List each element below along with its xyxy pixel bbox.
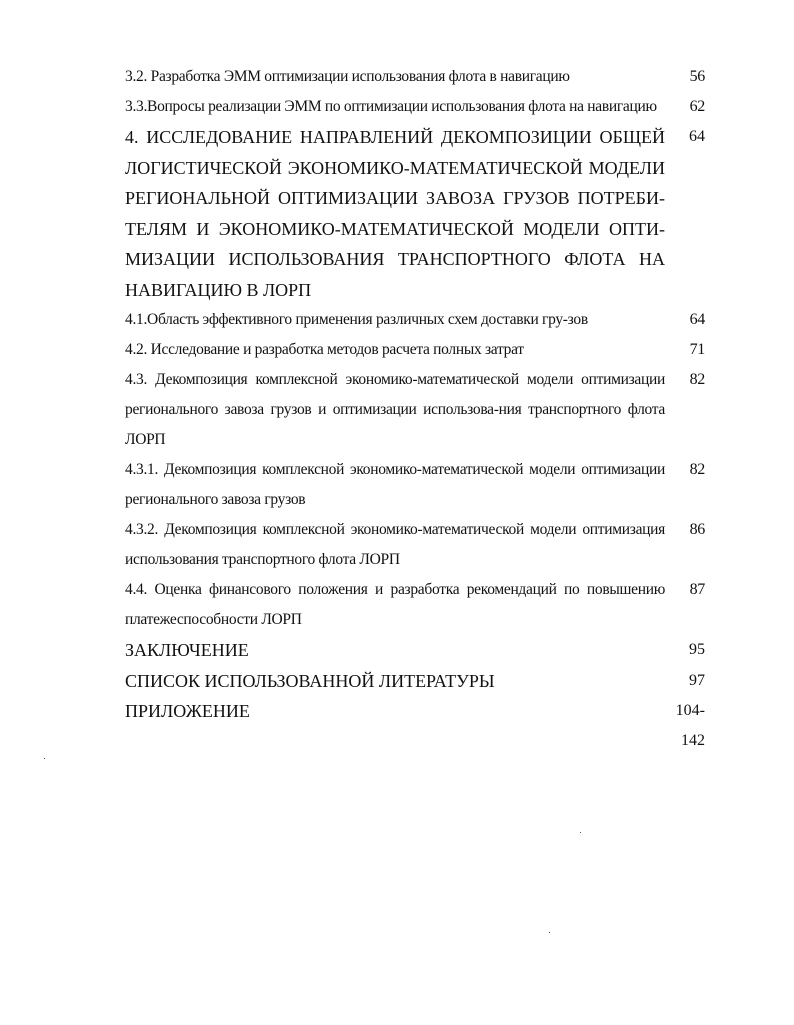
toc-entry-title: ПРИЛОЖЕНИЕ [125,701,250,721]
toc-entry-page: 64 [689,128,705,145]
toc-entry [125,62,705,92]
toc-entry-title: 3.2. Разработка ЭММ оптимизации использования флота в навигацию [125,68,570,85]
toc-entry-page: 104-142 [675,702,705,749]
scan-speck [549,932,550,933]
scan-speck [44,758,45,759]
toc-entry-page: 82 [689,461,705,478]
toc-entry-title: 4.4. Оценка финансового положения и разработка рекомендаций по повышению платежеспособности ЛОРП [125,581,665,628]
toc-entry-title: СПИСОК ИСПОЛЬЗОВАННОЙ ЛИТЕРАТУРЫ [125,670,495,691]
scan-speck [580,832,581,833]
toc-entry-page: 71 [689,341,705,358]
toc-entry-page: 97 [689,671,705,689]
toc-entry-page: 62 [689,98,705,115]
toc-entry-title: 4.3.2. Декомпозиция комплексной экономико-математической модели оптимизация использования транспортного флота ЛОРП [125,521,665,568]
toc-entry-page: 95 [689,641,705,658]
toc-entry-page: 87 [689,581,705,598]
table-of-contents [125,62,705,756]
toc-entry [125,305,705,335]
toc-entry [125,666,705,697]
toc-entry-page: 64 [689,311,705,328]
toc-entry-page: 86 [689,521,705,538]
toc-entry [125,365,705,455]
toc-entry-title: 3.3.Вопросы реализации ЭММ по оптимизации использования флота на навигацию [125,98,657,115]
toc-entry [125,335,705,365]
toc-entry [125,696,705,756]
toc-entry-page: 82 [689,371,705,388]
toc-entry-title: ЗАКЛЮЧЕНИЕ [125,640,249,660]
toc-entry [125,122,705,305]
toc-entry [125,455,705,515]
toc-entry-title: 4. ИССЛЕДОВАНИЕ НАПРАВЛЕНИЙ ДЕКОМПОЗИЦИИ ОБЩЕЙ ЛОГИСТИЧЕСКОЙ ЭКОНОМИКО-МАТЕМАТИЧЕСКОЙ МОДЕЛИ РЕГИОНАЛЬНОЙ ОПТИМИЗАЦИИ ЗАВОЗА ГРУЗОВ ПОТРЕБИ-ТЕЛЯМ И ЭКОНОМИКО-МАТЕМАТИЧЕСКОЙ МОДЕЛИ ОПТИ-МИЗАЦИИ ИСПОЛЬЗОВАНИЯ ТРАНСПОРТНОГО ФЛОТА НА НАВИГАЦИЮ В ЛОРП [125,127,665,300]
toc-entry-title: 4.3.1. Декомпозиция комплексной экономико-математической модели оптимизации регионального завоза грузов [125,461,665,508]
toc-entry-title: 4.1.Область эффективного применения различных схем доставки гру-зов [125,311,588,328]
toc-entry [125,515,705,575]
toc-entry-title: 4.2. Исследование и разработка методов расчета полных затрат [125,341,524,358]
toc-entry [125,92,705,122]
toc-entry-page: 56 [689,68,705,85]
toc-entry [125,635,705,666]
toc-entry [125,575,705,635]
toc-entry-title: 4.3. Декомпозиция комплексной экономико-математической модели оптимизации регионального завоза грузов и оптимизации использова-ния транспортного флота ЛОРП [125,371,665,448]
